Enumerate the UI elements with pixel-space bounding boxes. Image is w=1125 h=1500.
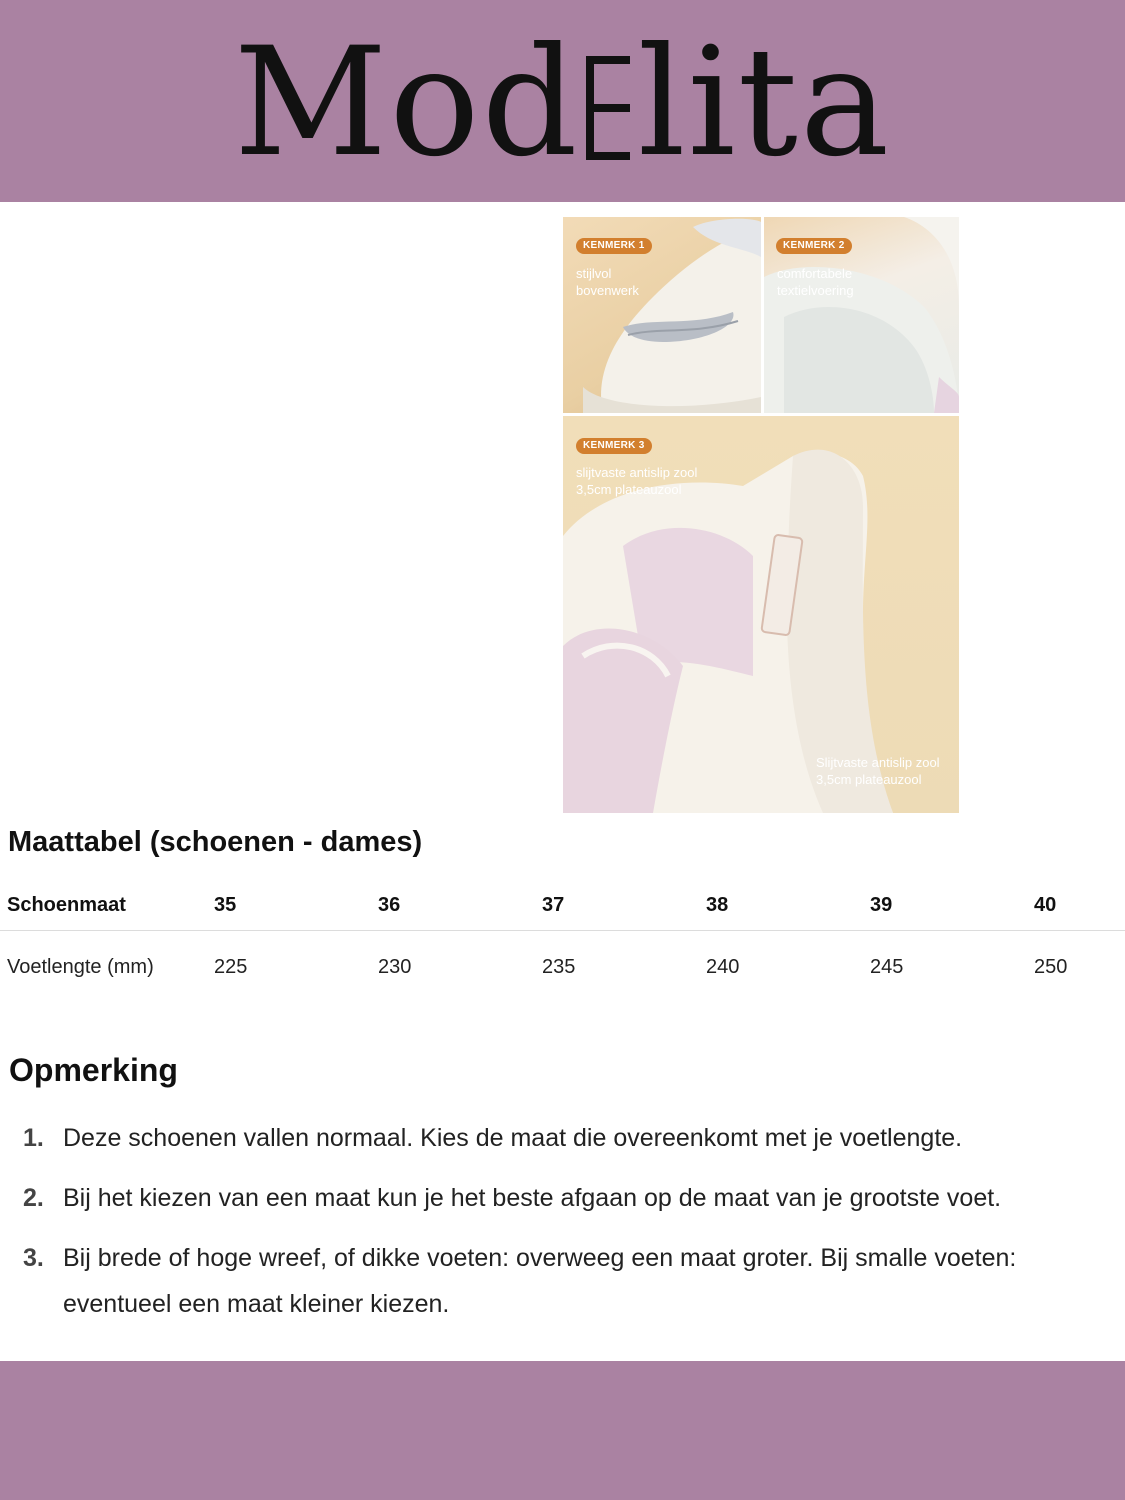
logo-e-mark bbox=[586, 56, 632, 160]
logo-right: lita bbox=[637, 16, 892, 190]
table-row bbox=[0, 880, 1125, 931]
header-banner bbox=[0, 0, 1125, 202]
size-chart-table bbox=[0, 880, 1125, 1003]
size-cell: 35 bbox=[214, 880, 378, 931]
feature-panel-upper bbox=[563, 217, 761, 413]
size-cell: 36 bbox=[378, 880, 542, 931]
foot-length-cell: 250 bbox=[1034, 955, 1068, 978]
foot-length-cell: 245 bbox=[870, 955, 904, 978]
size-cell: 37 bbox=[542, 880, 706, 931]
list-item: 3. Bij brede of hoge wreef, of dikke voeten: overweeg een maat groter. Bij smalle voeten: eventueel een maat kleiner kiezen. bbox=[23, 1244, 1017, 1318]
feature-panel-lining bbox=[764, 217, 959, 413]
size-cell: 40 bbox=[1034, 880, 1125, 931]
row-label-foot-length: Voetlengte (mm) bbox=[7, 955, 154, 978]
foot-length-cell: 240 bbox=[706, 955, 740, 978]
logo-left: Mod bbox=[233, 16, 580, 190]
foot-length-cell: 235 bbox=[542, 955, 576, 978]
feature-badge-3: KENMERK 3 bbox=[576, 438, 652, 454]
feature-panel-sole bbox=[563, 416, 959, 813]
feature-badge-2: KENMERK 2 bbox=[776, 238, 852, 254]
footer-banner bbox=[0, 1361, 1125, 1500]
row-label-size: Schoenmaat bbox=[0, 880, 214, 931]
table-row bbox=[0, 931, 1125, 1004]
size-cell: 39 bbox=[870, 880, 1034, 931]
list-item: 2. Bij het kiezen van een maat kun je het beste afgaan op de maat van je grootste voet. bbox=[23, 1184, 1002, 1212]
remarks-list bbox=[0, 1115, 1125, 1341]
remarks-title: Opmerking bbox=[9, 1052, 178, 1088]
size-chart-title: Maattabel (schoenen - dames) bbox=[8, 826, 423, 858]
foot-length-cell: 230 bbox=[378, 955, 412, 978]
feature-caption-3: Slijtvaste antislip zool 3,5cm plateauzool bbox=[816, 755, 940, 787]
feature-text-1: stijlvol bovenwerk bbox=[576, 266, 639, 298]
list-item: 1. Deze schoenen vallen normaal. Kies de maat die overeenkomt met je voetlengte. bbox=[23, 1124, 963, 1152]
feature-text-2: comfortabele textielvoering bbox=[777, 266, 854, 298]
feature-badge-1: KENMERK 1 bbox=[576, 238, 652, 254]
foot-length-cell: 225 bbox=[214, 955, 248, 978]
size-cell: 38 bbox=[706, 880, 870, 931]
brand-logo bbox=[0, 16, 1125, 190]
product-feature-image bbox=[563, 217, 959, 813]
feature-text-3: slijtvaste antislip zool 3,5cm plateauzool bbox=[576, 465, 698, 497]
